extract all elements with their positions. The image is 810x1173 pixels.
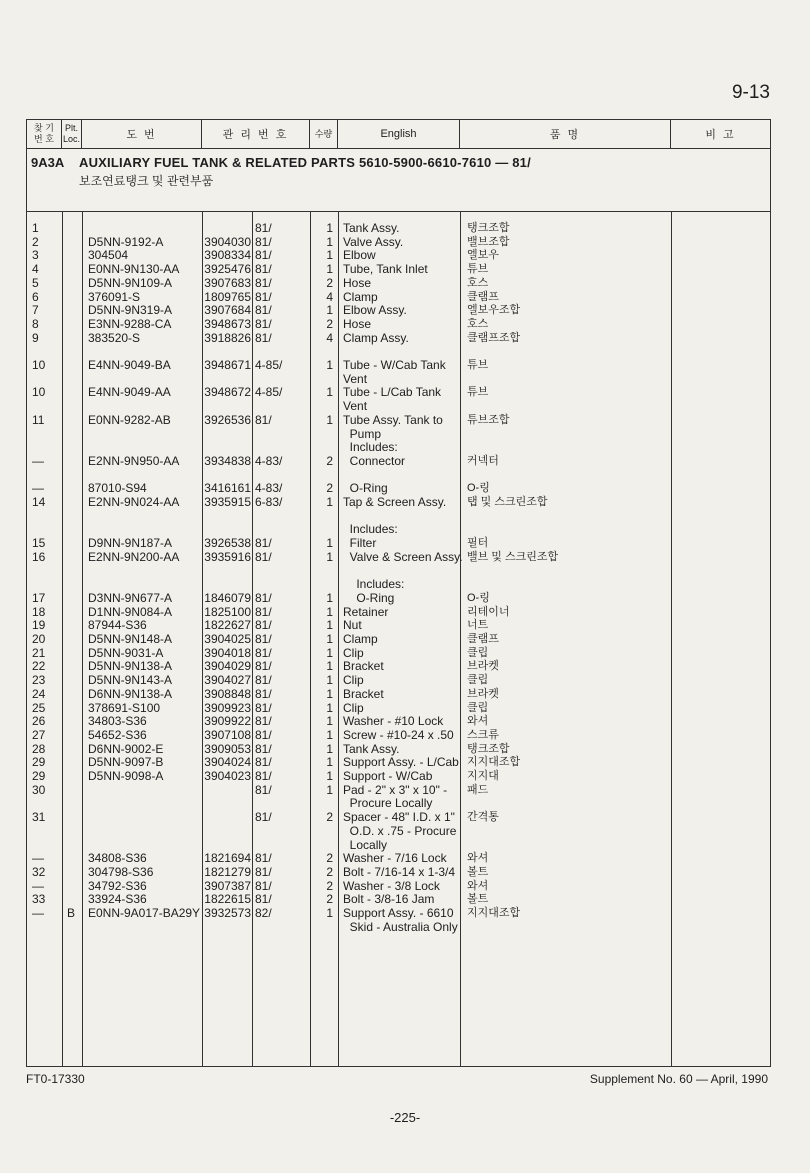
korean-description: 간격통 bbox=[467, 811, 499, 824]
korean-description: O-링 bbox=[467, 591, 490, 604]
ref-no: 9 bbox=[32, 330, 39, 345]
model-range: 81/ bbox=[255, 590, 272, 605]
management-number: 1822627 bbox=[204, 618, 251, 633]
quantity: 1 bbox=[326, 590, 333, 605]
quantity: 1 bbox=[326, 632, 333, 646]
english-description: Tube, Tank Inlet bbox=[343, 262, 428, 277]
english-description: Includes: bbox=[343, 522, 398, 537]
ref-no: 21 bbox=[32, 645, 46, 660]
model-range: 81/ bbox=[255, 316, 272, 331]
management-number: 3935916 bbox=[204, 549, 251, 564]
ref-no: 30 bbox=[32, 782, 46, 797]
part-number: E2NN-9N200-AA bbox=[88, 549, 180, 564]
section-code: 9A3A bbox=[31, 155, 65, 170]
ref-no: 15 bbox=[32, 536, 46, 551]
korean-description: 브라켓 bbox=[467, 660, 499, 673]
ref-no: 23 bbox=[32, 673, 46, 688]
management-number: 3926536 bbox=[204, 412, 251, 427]
quantity: 2 bbox=[326, 481, 333, 496]
ref-no: — bbox=[32, 481, 44, 496]
management-number: 3907684 bbox=[204, 303, 251, 318]
ref-no: 33 bbox=[32, 892, 46, 907]
korean-description: 와셔 bbox=[467, 879, 489, 892]
part-number: E2NN-9N024-AA bbox=[88, 495, 180, 509]
korean-description: 와셔 bbox=[467, 852, 489, 865]
quantity: 4 bbox=[326, 330, 333, 345]
english-description: Bolt - 7/16-14 x 1-3/4 bbox=[343, 864, 456, 879]
quantity: 1 bbox=[326, 769, 333, 783]
header-english: English bbox=[338, 120, 460, 148]
korean-description: 너트 bbox=[467, 619, 489, 632]
part-number: 33924-S36 bbox=[88, 892, 147, 907]
model-range: 81/ bbox=[255, 536, 272, 551]
management-number: 3948671 bbox=[204, 358, 251, 372]
model-range: 81/ bbox=[255, 618, 272, 633]
english-description: Clip bbox=[343, 673, 364, 688]
ref-no: 5 bbox=[32, 275, 39, 290]
model-range: 81/ bbox=[255, 262, 272, 277]
korean-description: 튜브 bbox=[467, 359, 489, 371]
model-range: 81/ bbox=[255, 412, 272, 427]
english-description: Vent bbox=[343, 371, 368, 386]
management-number: 1821279 bbox=[204, 864, 251, 879]
quantity: 1 bbox=[326, 495, 333, 509]
part-number: E0NN-9282-AB bbox=[88, 412, 171, 427]
english-description: Bolt - 3/8-16 Jam bbox=[343, 892, 435, 907]
korean-description: 클립 bbox=[467, 646, 489, 659]
quantity: 2 bbox=[326, 810, 333, 825]
footer-supplement: Supplement No. 60 — April, 1990 bbox=[589, 1072, 768, 1086]
model-range: 81/ bbox=[255, 659, 272, 674]
english-description: Connector bbox=[343, 453, 406, 468]
ref-no: 27 bbox=[32, 727, 46, 742]
korean-description: 지지대조합 bbox=[467, 907, 521, 919]
ref-no: 22 bbox=[32, 659, 46, 674]
model-range: 81/ bbox=[255, 645, 272, 660]
korean-description: 클립 bbox=[467, 701, 489, 714]
management-number: 3926538 bbox=[204, 536, 251, 551]
header-remarks: 비 고 bbox=[705, 129, 736, 141]
quantity: 1 bbox=[326, 536, 333, 551]
header-mgmt-no: 관 리 번 호 bbox=[202, 120, 310, 148]
part-number: 304504 bbox=[88, 248, 129, 263]
management-number: 3909922 bbox=[204, 714, 251, 729]
korean-description: 호스 bbox=[467, 276, 489, 289]
ref-no: 8 bbox=[32, 316, 39, 331]
english-description: Procure Locally bbox=[343, 796, 433, 811]
header-ref-no: 찾 기 번 호 bbox=[27, 120, 62, 148]
part-number: 87010-S94 bbox=[88, 481, 147, 496]
english-description: Elbow bbox=[343, 248, 376, 263]
english-description: Includes: bbox=[343, 577, 405, 592]
ref-no: 4 bbox=[32, 262, 39, 277]
model-range: 81/ bbox=[255, 892, 272, 907]
korean-description: 밸브조합 bbox=[467, 235, 510, 248]
quantity: 1 bbox=[326, 727, 333, 742]
english-description: Valve & Screen Assy. bbox=[343, 549, 463, 564]
korean-description: 엘보우 bbox=[467, 249, 499, 262]
quantity: 1 bbox=[326, 549, 333, 564]
part-number: D5NN-9N319-A bbox=[88, 303, 173, 318]
quantity: 1 bbox=[326, 782, 333, 797]
part-number: D3NN-9N677-A bbox=[88, 590, 173, 605]
part-number: E3NN-9288-CA bbox=[88, 316, 172, 331]
management-number: 1822615 bbox=[204, 892, 251, 907]
ref-no: — bbox=[32, 851, 44, 866]
model-range: 81/ bbox=[255, 878, 272, 893]
quantity: 1 bbox=[326, 303, 333, 318]
english-description: Elbow Assy. bbox=[343, 303, 407, 318]
korean-description: 탭 및 스크린조합 bbox=[467, 496, 548, 508]
korean-description: O-링 bbox=[467, 482, 490, 495]
column-divider bbox=[202, 212, 203, 1066]
model-range: 81/ bbox=[255, 632, 272, 646]
english-description: Retainer bbox=[343, 604, 389, 619]
part-number: D5NN-9N109-A bbox=[88, 275, 173, 290]
ref-no: 1 bbox=[32, 221, 39, 235]
part-number: D5NN-9192-A bbox=[88, 234, 164, 249]
korean-description: 스크류 bbox=[467, 728, 499, 741]
management-number: 3907108 bbox=[204, 727, 251, 742]
korean-description: 브라켓 bbox=[467, 687, 499, 700]
ref-no: 2 bbox=[32, 234, 39, 249]
header-part-no: 도 번 bbox=[82, 120, 202, 148]
quantity: 2 bbox=[326, 275, 333, 290]
english-description: Tube Assy. Tank to bbox=[343, 412, 443, 427]
ref-no: 7 bbox=[32, 303, 39, 318]
english-description: Screw - #10-24 x .50 bbox=[343, 727, 454, 742]
korean-description: 튜브 bbox=[467, 263, 489, 276]
english-description: Hose bbox=[343, 316, 372, 331]
korean-description: 엘보우조합 bbox=[467, 304, 521, 317]
english-description: Washer - 7/16 Lock bbox=[343, 851, 447, 866]
quantity: 2 bbox=[326, 892, 333, 907]
model-range: 81/ bbox=[255, 303, 272, 318]
english-description: Tank Assy. bbox=[343, 741, 400, 756]
ref-no: 24 bbox=[32, 686, 46, 701]
part-number: D6NN-9002-E bbox=[88, 741, 164, 756]
part-number: D5NN-9031-A bbox=[88, 645, 164, 660]
quantity: 1 bbox=[326, 221, 333, 235]
part-number: E4NN-9049-AA bbox=[88, 385, 171, 400]
plant-location: B bbox=[67, 906, 76, 920]
management-number: 3948672 bbox=[204, 385, 251, 400]
management-number: 3908334 bbox=[204, 248, 251, 263]
quantity: 2 bbox=[326, 851, 333, 866]
korean-description: 탱크조합 bbox=[467, 222, 510, 234]
part-number: 304798-S36 bbox=[88, 864, 154, 879]
quantity: 1 bbox=[326, 906, 333, 920]
model-range: 81/ bbox=[255, 714, 272, 729]
korean-description: 밸브 및 스크린조합 bbox=[467, 550, 559, 563]
column-divider bbox=[460, 212, 461, 1066]
quantity: 1 bbox=[326, 412, 333, 427]
management-number: 3904030 bbox=[204, 234, 251, 249]
quantity: 2 bbox=[326, 864, 333, 879]
model-range: 81/ bbox=[255, 549, 272, 564]
footer-code: FT0-17330 bbox=[26, 1072, 85, 1086]
column-divider bbox=[338, 212, 339, 1066]
management-number: 3908848 bbox=[204, 686, 251, 701]
section-subtitle: 보조연료탱크 및 관련부품 bbox=[79, 174, 214, 188]
quantity: 1 bbox=[326, 645, 333, 660]
ref-no: 29 bbox=[32, 755, 46, 770]
part-number: 376091-S bbox=[88, 289, 141, 304]
page-number: 9-13 bbox=[731, 82, 770, 103]
model-range: 81/ bbox=[255, 275, 272, 290]
quantity: 1 bbox=[326, 604, 333, 619]
management-number: 1809765 bbox=[204, 289, 251, 304]
column-divider bbox=[62, 212, 63, 1066]
model-range: 81/ bbox=[255, 755, 272, 770]
part-number: D5NN-9097-B bbox=[88, 755, 164, 770]
ref-no: 29 bbox=[32, 769, 46, 783]
ref-no: 20 bbox=[32, 632, 46, 646]
english-description: Support Assy. - L/Cab bbox=[343, 755, 459, 770]
ref-no: — bbox=[32, 878, 44, 893]
korean-description: 지지대 bbox=[467, 770, 499, 782]
part-number: D5NN-9098-A bbox=[88, 769, 164, 783]
quantity: 2 bbox=[326, 453, 333, 468]
part-number: D1NN-9N084-A bbox=[88, 604, 173, 619]
english-description: Tank Assy. bbox=[343, 221, 400, 235]
english-description: Washer - 3/8 Lock bbox=[343, 878, 440, 893]
management-number: 1821694 bbox=[204, 851, 251, 866]
management-number: 1846079 bbox=[204, 590, 251, 605]
parts-table-body bbox=[26, 212, 771, 1067]
korean-description: 클램프 bbox=[467, 633, 499, 645]
english-description: Tube - W/Cab Tank bbox=[343, 358, 446, 372]
korean-description: 탱크조합 bbox=[467, 742, 510, 755]
english-description: Pump bbox=[343, 426, 382, 441]
ref-no: 25 bbox=[32, 700, 46, 715]
english-description: Spacer - 48" I.D. x 1" bbox=[343, 810, 455, 825]
part-number: 87944-S36 bbox=[88, 618, 147, 633]
part-number: 34803-S36 bbox=[88, 714, 147, 729]
english-description: O.D. x .75 - Procure bbox=[343, 823, 457, 838]
management-number: 3907387 bbox=[204, 878, 251, 893]
model-range: 4-85/ bbox=[255, 358, 283, 372]
ref-no: 3 bbox=[32, 248, 39, 263]
management-number: 3935915 bbox=[204, 495, 251, 509]
english-description: Bracket bbox=[343, 686, 384, 701]
model-range: 81/ bbox=[255, 673, 272, 688]
english-description: Pad - 2" x 3" x 10" - bbox=[343, 782, 448, 797]
part-number: E0NN-9N130-AA bbox=[88, 262, 180, 277]
english-description: O-Ring bbox=[343, 481, 388, 496]
part-number: E0NN-9A017-BA29Y bbox=[88, 906, 201, 920]
part-number: E4NN-9049-BA bbox=[88, 358, 171, 372]
ref-no: 10 bbox=[32, 385, 46, 400]
korean-description: 필터 bbox=[467, 537, 489, 550]
ref-no: 16 bbox=[32, 549, 46, 564]
part-number: 34792-S36 bbox=[88, 878, 147, 893]
quantity: 1 bbox=[326, 741, 333, 756]
column-divider bbox=[82, 212, 83, 1066]
english-description: Support Assy. - 6610 bbox=[343, 906, 454, 920]
ref-no: 31 bbox=[32, 810, 46, 825]
management-number: 3904029 bbox=[204, 659, 251, 674]
management-number: 3925476 bbox=[204, 262, 251, 277]
ref-no: 32 bbox=[32, 864, 46, 879]
management-number: 3932573 bbox=[204, 906, 251, 920]
ref-no: 17 bbox=[32, 590, 46, 605]
ref-no: 10 bbox=[32, 358, 46, 372]
quantity: 1 bbox=[326, 714, 333, 729]
korean-description: 튜브조합 bbox=[467, 413, 510, 426]
korean-description: 리테이너 bbox=[467, 605, 510, 618]
part-number: D9NN-9N187-A bbox=[88, 536, 173, 551]
quantity: 1 bbox=[326, 755, 333, 770]
quantity: 1 bbox=[326, 262, 333, 277]
english-description: Tap & Screen Assy. bbox=[343, 495, 447, 509]
part-number: 378691-S100 bbox=[88, 700, 161, 715]
quantity: 2 bbox=[326, 878, 333, 893]
korean-description: 튜브 bbox=[467, 386, 489, 399]
korean-description: 패드 bbox=[467, 783, 489, 796]
english-description: Hose bbox=[343, 275, 372, 290]
ref-no: 28 bbox=[32, 741, 46, 756]
management-number: 3948673 bbox=[204, 316, 251, 331]
model-range: 81/ bbox=[255, 700, 272, 715]
part-number: D5NN-9N143-A bbox=[88, 673, 173, 688]
quantity: 1 bbox=[326, 659, 333, 674]
model-range: 81/ bbox=[255, 864, 272, 879]
management-number: 3904025 bbox=[204, 632, 251, 646]
quantity: 1 bbox=[326, 686, 333, 701]
part-number: E2NN-9N950-AA bbox=[88, 453, 180, 468]
management-number: 3918826 bbox=[204, 330, 251, 345]
english-description: Filter bbox=[343, 536, 377, 551]
korean-description: 클램프 bbox=[467, 290, 499, 303]
ref-no: 18 bbox=[32, 604, 46, 619]
korean-description: 지지대조합 bbox=[467, 756, 521, 769]
english-description: Nut bbox=[343, 618, 362, 633]
quantity: 1 bbox=[326, 673, 333, 688]
footer-page: -225- bbox=[389, 1110, 421, 1125]
english-description: Includes: bbox=[343, 440, 398, 455]
section-title-box bbox=[26, 149, 771, 212]
model-range: 81/ bbox=[255, 234, 272, 249]
model-range: 4-85/ bbox=[255, 385, 283, 400]
english-description: Clip bbox=[343, 700, 364, 715]
english-description: Clamp Assy. bbox=[343, 330, 409, 345]
part-number: D5NN-9N148-A bbox=[88, 632, 173, 646]
korean-description: 와셔 bbox=[467, 715, 489, 728]
management-number: 3904027 bbox=[204, 673, 251, 688]
model-range: 4-83/ bbox=[255, 481, 283, 496]
management-number: 1825100 bbox=[204, 604, 251, 619]
english-description: Tube - L/Cab Tank bbox=[343, 385, 442, 400]
model-range: 81/ bbox=[255, 289, 272, 304]
model-range: 81/ bbox=[255, 741, 272, 756]
model-range: 81/ bbox=[255, 782, 272, 797]
model-range: 81/ bbox=[255, 604, 272, 619]
management-number: 3416161 bbox=[204, 481, 251, 496]
english-description: Support - W/Cab bbox=[343, 769, 433, 783]
english-description: Skid - Australia Only bbox=[343, 919, 458, 934]
korean-description: 클램프조합 bbox=[467, 331, 521, 344]
ref-no: — bbox=[32, 906, 44, 920]
quantity: 2 bbox=[326, 316, 333, 331]
korean-description: 볼트 bbox=[467, 865, 489, 878]
management-number: 3909053 bbox=[204, 741, 251, 756]
korean-description: 호스 bbox=[467, 317, 489, 330]
model-range: 4-83/ bbox=[255, 453, 283, 468]
quantity: 1 bbox=[326, 358, 333, 372]
korean-description: 커넥터 bbox=[467, 454, 499, 467]
management-number: 3904023 bbox=[204, 769, 251, 783]
korean-description: 클립 bbox=[467, 674, 489, 687]
model-range: 6-83/ bbox=[255, 495, 283, 509]
part-number: 34808-S36 bbox=[88, 851, 147, 866]
management-number: 3934838 bbox=[204, 453, 251, 468]
part-number: D5NN-9N138-A bbox=[88, 659, 173, 674]
part-number: D6NN-9N138-A bbox=[88, 686, 173, 701]
header-qty: 수량 bbox=[310, 120, 338, 148]
ref-no: 19 bbox=[32, 618, 46, 633]
quantity: 4 bbox=[326, 289, 333, 304]
model-range: 81/ bbox=[255, 221, 272, 235]
management-number: 3909923 bbox=[204, 700, 251, 715]
ref-no: — bbox=[32, 453, 44, 468]
quantity: 1 bbox=[326, 385, 333, 400]
ref-no: 6 bbox=[32, 289, 39, 304]
model-range: 82/ bbox=[255, 906, 272, 920]
ref-no: 11 bbox=[32, 412, 45, 427]
section-title: AUXILIARY FUEL TANK & RELATED PARTS 5610-5900-6610-7610 — 81/ bbox=[79, 155, 531, 170]
english-description: Clamp bbox=[343, 632, 378, 646]
quantity: 1 bbox=[326, 700, 333, 715]
part-number: 383520-S bbox=[88, 330, 141, 345]
quantity: 1 bbox=[326, 248, 333, 263]
model-range: 81/ bbox=[255, 727, 272, 742]
quantity: 1 bbox=[326, 234, 333, 249]
english-description: Washer - #10 Lock bbox=[343, 714, 444, 729]
english-description: Locally bbox=[343, 837, 388, 852]
model-range: 81/ bbox=[255, 810, 272, 825]
management-number: 3904018 bbox=[204, 645, 251, 660]
korean-description: 볼트 bbox=[467, 893, 489, 906]
model-range: 81/ bbox=[255, 851, 272, 866]
ref-no: 14 bbox=[32, 495, 46, 509]
english-description: Vent bbox=[343, 399, 368, 414]
model-range: 81/ bbox=[255, 686, 272, 701]
management-number: 3904024 bbox=[204, 755, 251, 770]
part-number: 54652-S36 bbox=[88, 727, 147, 742]
ref-no: 26 bbox=[32, 714, 46, 729]
model-range: 81/ bbox=[255, 248, 272, 263]
english-description: Valve Assy. bbox=[343, 234, 404, 249]
management-number: 3907683 bbox=[204, 275, 251, 290]
header-korean: 품 명 bbox=[460, 120, 671, 148]
column-divider bbox=[671, 212, 672, 1066]
english-description: Bracket bbox=[343, 659, 384, 674]
table-header bbox=[26, 119, 771, 149]
model-range: 81/ bbox=[255, 769, 272, 783]
model-range: 81/ bbox=[255, 330, 272, 345]
quantity: 1 bbox=[326, 618, 333, 633]
column-divider bbox=[252, 212, 253, 1066]
english-description: O-Ring bbox=[343, 590, 395, 605]
header-plt-loc: Plt. Loc. bbox=[62, 120, 82, 148]
english-description: Clip bbox=[343, 645, 364, 660]
english-description: Clamp bbox=[343, 289, 378, 304]
